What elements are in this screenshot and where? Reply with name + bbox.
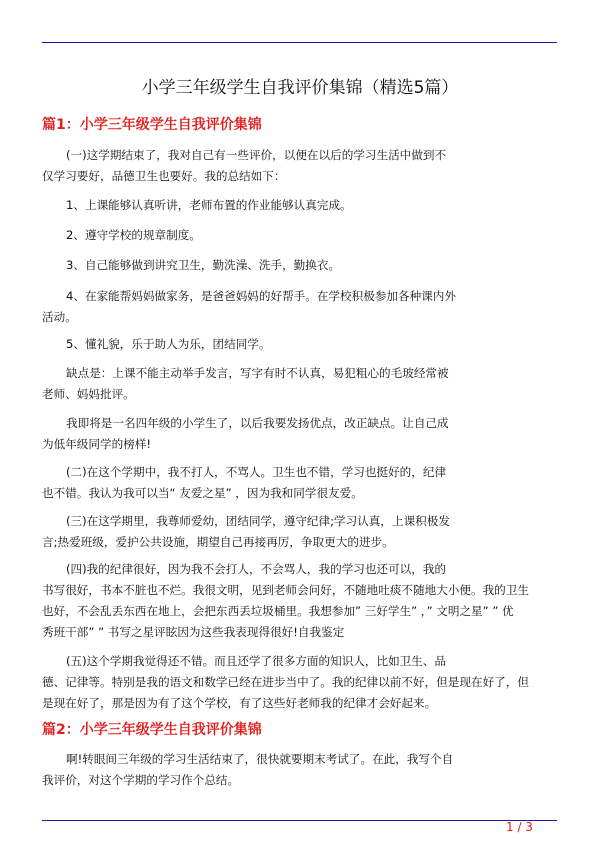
paragraph: [42, 559, 562, 643]
paragraph: [42, 749, 562, 791]
paragraph-line: 缺点是：上课不能主动举手发言，写字有时不认真，易犯粗心的毛玻经常被: [66, 366, 449, 380]
paragraph-line: 5、懂礼貌，乐于助人为乐，团结同学。: [66, 337, 271, 351]
paragraph: [42, 255, 562, 276]
paragraph-line: 为低年级同学的榜样!: [42, 437, 151, 451]
paragraph-line: (三)在这学期里，我尊师爱幼，团结同学，遵守纪律;学习认真，上课积极发: [66, 514, 450, 528]
paragraph-line: (一)这学期结束了，我对自己有一些评价，以便在以后的学习生活中做到不: [66, 148, 447, 162]
paragraph: [42, 651, 562, 714]
paragraph: [42, 462, 562, 504]
paragraph-line: 书写很好，书本不脏也不烂。我很文明，见到老师会问好，不随地吐痰不随地大小便。我的卫生: [42, 583, 529, 597]
paragraph: [42, 286, 562, 328]
paragraph-line: (四)我的纪律很好，因为我不会打人，不会骂人，我的学习也还可以，我的: [66, 562, 447, 576]
paragraph: [42, 413, 562, 455]
page-number: 1 / 3: [506, 820, 533, 834]
header-rule: [42, 42, 557, 43]
paragraph-line: 活动。: [42, 310, 77, 324]
paragraph-line: (五)这个学期我觉得还不错。而且还学了很多方面的知识人，比如卫生、品: [66, 654, 447, 668]
paragraph-line: 也好，不会乱丢东西在地上，会把东西丢垃圾桶里。我想参加” 三好学生” ，” 文明之星” ” 优: [42, 604, 514, 618]
paragraph-line: 德、记律等。特别是我的语文和数学已经在进步当中了。我的纪律以前不好，但是现在好了，但: [42, 675, 529, 689]
paragraph-line: 我评价，对这个学期的学习作个总结。: [42, 773, 240, 787]
paragraph-line: 啊!转眼间三年级的学习生活结束了，很快就要期末考试了。在此，我写个自: [66, 752, 454, 766]
paragraph-line: 秀班干部” ” 书写之星评眩因为这些我表现得很好!自我鉴定: [42, 625, 345, 639]
paragraph: [42, 334, 562, 355]
paragraph: [42, 363, 562, 405]
paragraph-line: 言;热爱班级，爱护公共设施，期望自己再接再厉，争取更大的进步。: [42, 535, 394, 549]
paragraph-line: 4、在家能帮妈妈做家务，是爸爸妈妈的好帮手。在学校积极参加各种课内外: [66, 289, 456, 303]
document-title: 小学三年级学生自我评价集锦（精选5篇）: [141, 78, 459, 98]
paragraph-line: 老师、妈妈批评。: [42, 387, 135, 401]
paragraph: [42, 145, 562, 187]
paragraph: [42, 195, 562, 216]
paragraph: [42, 225, 562, 246]
paragraph-line: 1、上课能够认真听讲，老师布置的作业能够认真完成。: [66, 198, 352, 212]
paragraph-line: 仅学习要好，品德卫生也要好。我的总结如下：: [42, 169, 286, 183]
footer-rule: [42, 820, 557, 821]
paragraph: [42, 511, 562, 553]
section-heading: 篇2：小学三年级学生自我评价集锦: [42, 722, 262, 738]
paragraph-line: 是现在好了，那是因为有了这个学校，有了这些好老师我的纪律才会好起来。: [42, 696, 437, 710]
paragraph-line: 我即将是一名四年级的小学生了，以后我要发扬优点，改正缺点。让自己成: [66, 416, 449, 430]
paragraph-line: 也不错。我认为我可以当“ 友爱之星” ，因为我和同学很友爱。: [42, 486, 363, 500]
paragraph-line: (二)在这个学期中，我不打人，不骂人。卫生也不错，学习也挺好的，纪律: [66, 465, 447, 479]
paragraph-line: 2、遵守学校的规章制度。: [66, 228, 201, 242]
section-heading: 篇1：小学三年级学生自我评价集锦: [42, 117, 262, 133]
paragraph-line: 3、自己能够做到讲究卫生，勤洗澡、洗手，勤换衣。: [66, 258, 341, 272]
